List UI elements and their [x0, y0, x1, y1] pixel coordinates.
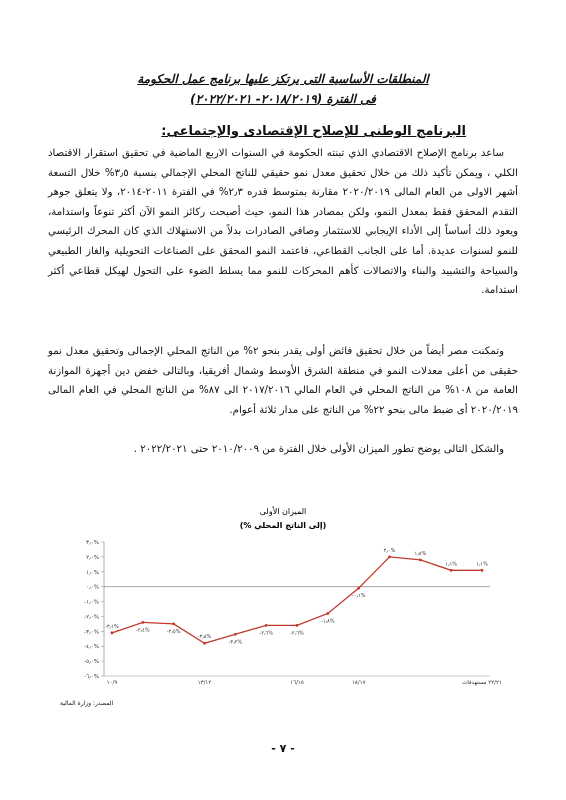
y-tick-label: ٢٫٠%	[86, 554, 99, 561]
y-tick-label: -٤٫٠%	[84, 644, 99, 651]
x-tick-label: ١٨/١٧	[351, 680, 366, 686]
data-label: -٣٫٢%	[228, 639, 243, 646]
document-title-line1: المنطلقات الأساسية التى يرتكز عليها برنامج عمل الحكومة	[137, 72, 429, 86]
source-note: المصدر: وزارة المالية	[60, 700, 114, 707]
data-point	[234, 633, 237, 636]
chart-svg	[60, 498, 506, 690]
data-label: -٢٫٥%	[166, 628, 181, 635]
data-point	[388, 555, 391, 558]
x-tick-label: ٢٢/٢١ مستهدفات	[462, 680, 502, 686]
data-point	[265, 624, 268, 627]
paragraph-3: والشكل التالى يوضح تطور الميزان الأولى خلال الفترة من ٢٠١٠/٢٠٠٩ حتى ٢٠٢٢/٢٠٢١ .	[133, 444, 504, 455]
data-point	[450, 569, 453, 572]
data-point	[111, 631, 114, 634]
y-tick-label: -٥٫٠%	[84, 659, 99, 666]
chart-title: الميزان الأولى	[259, 507, 307, 516]
y-tick-label: ٣٫٠%	[86, 540, 99, 546]
data-label: -٣٫٨%	[197, 634, 212, 641]
y-tick-label: -١٫٠%	[84, 599, 99, 606]
data-point	[357, 587, 360, 590]
data-label: ٢٫٠%	[383, 547, 396, 554]
paragraph-1: ساعد برنامج الإصلاح الاقتصادي الذي تبنته الحكومة في السنوات الاربع الماضية في تحقيق استقرار الاقتصاد الكلي ، ويمكن تأكيد ذلك من خلال تحقيق معدل نمو حقيقي للناتج المحلي الإجمالي بنسبة ٣٫٥% خلال التسعة أشهر الاولى من العام المالى ٢٠٢٠/٢٠١٩ مقارنة بمتوسط قدره ٢٫٣% في الفترة ٢٠١١-٢٠١٤، ولا يتعلق جوهر التقدم المحقق فقط بمعدل النمو، ولكن بمصادر هذا النمو، حيث أصبحت ركائز النمو الآن أكثر تنوعاً واستدامة، ويعود ذلك أساساً إلى الأداء الإيجابي للاستثمار وصافي الصادرات بدلاً من الاستهلاك الذي كان المحرك الرئيسي للنمو لسنوات عديدة. أما على الجانب القطاعي، فاعتمد النمو المحقق على الصناعات التحويلية والغاز الطبيعي والسياحة والتشييد والبناء والاتصالات كأهم المحركات للنمو مما يسلط الضوء على التحول لهيكل قطاعي أكثر استدامة.	[48, 148, 518, 297]
data-label: -٣٫١%	[105, 623, 119, 630]
data-label: ١٫١%	[445, 561, 458, 568]
data-point	[419, 558, 422, 561]
data-label: -٢٫٤%	[136, 627, 150, 634]
section-heading: البرنامج الوطنى للإصلاح الإقتصادى والإجتماعى:	[161, 124, 466, 139]
paragraph-2: وتمكنت مصر أيضاً من خلال تحقيق فائض أولى يقدر بنحو ٢% من الناتج المحلي الإجمالى وتحقيق معدل نمو حقيقى من أعلى معدلات النمو في منطقة الشرق الأوسط وشمال أفريقيا، وبالتالى خفض دين أجهزة الموازنة العامة من ١٠٨% من الناتج المحلي في العام المالي ٢٠١٧/٢٠١٦ الى ٨٧% من الناتج المحلي في العام المالى ٢٠٢٠/٢٠١٩ أى ضبط مالى بنحو ٢٢% من الناتج على مدار ثلاثة أعوام.	[48, 346, 518, 416]
data-point	[141, 621, 144, 624]
data-label: -٠٫١%	[351, 593, 366, 600]
data-point	[326, 612, 329, 615]
document-title-line2: فى الفترة (٢٠١٨/٢٠١٩- ٢٠٢٢/٢٠٢١)	[190, 92, 376, 106]
primary-balance-chart	[60, 498, 506, 690]
y-tick-label: -٦٫٠%	[84, 674, 99, 680]
data-point	[203, 642, 206, 645]
data-point	[296, 624, 299, 627]
data-label: ١٫١%	[476, 561, 488, 568]
x-tick-label: ١٣/١٢	[197, 680, 212, 686]
data-label: -٢٫٦%	[290, 630, 304, 637]
data-label: -١٫٨%	[321, 618, 335, 625]
y-tick-label: -٢٫٠%	[84, 614, 99, 621]
data-point	[172, 622, 175, 625]
y-tick-label: -٣٫٠%	[84, 629, 99, 636]
page-number: - ٧ -	[271, 742, 295, 755]
y-tick-label: ٠٫٠%	[86, 584, 99, 591]
x-tick-label: ١٠/٩	[106, 680, 118, 686]
data-label: -٢٫٦%	[259, 630, 273, 637]
chart-subtitle: (% إلى الناتج المحلي)	[239, 521, 327, 530]
data-point	[481, 569, 484, 572]
data-label: ١٫٨%	[414, 550, 427, 557]
x-tick-label: ١٦/١٥	[290, 680, 304, 686]
y-tick-label: ١٫٠%	[86, 569, 99, 576]
